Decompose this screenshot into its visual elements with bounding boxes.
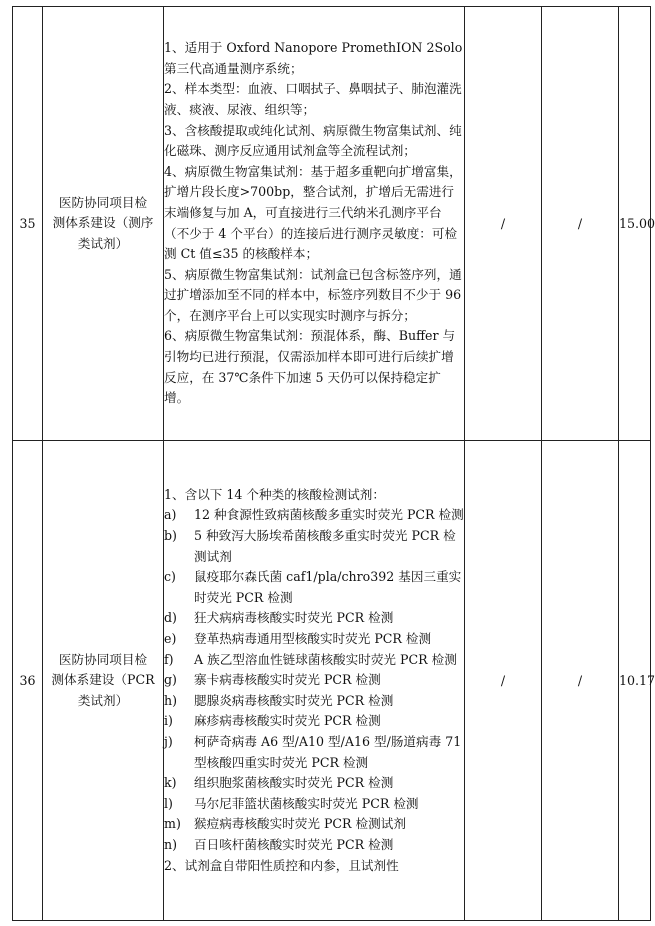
reagent-item-label: l) — [164, 795, 173, 811]
reagent-item-text: 马尔尼菲篮状菌核酸实时荧光 PCR 检测 — [194, 795, 419, 811]
reagent-item-label: f) — [164, 651, 174, 667]
reagent-item — [164, 814, 464, 835]
reagent-item-label: g) — [164, 672, 177, 688]
reagent-item-label: e) — [164, 631, 177, 647]
reagent-item-text: 登革热病毒通用型核酸实时荧光 PCR 检测 — [194, 631, 432, 647]
reagent-item — [164, 505, 464, 526]
item-name-line: 医防协同项目检 — [58, 651, 148, 667]
reagent-item — [164, 773, 464, 794]
reagent-item — [164, 650, 464, 671]
item-name — [43, 7, 164, 441]
row-number: 35 — [13, 7, 43, 441]
unit-price: 10.17 — [619, 441, 651, 921]
reagent-item-text: 12 种食源性致病菌核酸多重实时荧光 PCR 检测 — [194, 507, 464, 523]
procurement-spec-table — [12, 6, 655, 921]
reagent-item-text: 鼠疫耶尔森氏菌 caf1/pla/chro392 基因三重实时荧光 PCR 检测 — [194, 569, 462, 605]
reagent-item-text: 百日咳杆菌核酸实时荧光 PCR 检测 — [194, 836, 394, 852]
reagent-item-label: c) — [164, 569, 176, 585]
reagent-item — [164, 732, 464, 773]
reagent-item-label: d) — [164, 610, 177, 626]
requirement-paragraph: 5、病原微生物富集试剂：试剂盒已包含标签序列，通过扩增添加至不同的样本中，标签序列数目不少于 96 个，在测序平台上可以实现实时测序与拆分； — [164, 266, 462, 323]
requirement-intro: 1、含以下 14 个种类的核酸检测试剂： — [164, 486, 385, 502]
item-name-line: 测体系建设（PCR — [51, 672, 155, 688]
reagent-item-text: A 族乙型溶血性链球菌核酸实时荧光 PCR 检测 — [194, 651, 457, 667]
reagent-item-label: j) — [164, 733, 173, 749]
reagent-item-text: 狂犬病病毒核酸实时荧光 PCR 检测 — [194, 610, 394, 626]
row-number: 36 — [13, 441, 43, 921]
item-name-line: 医防协同项目检 — [58, 194, 148, 210]
table-row-35 — [13, 7, 651, 441]
reagent-item — [164, 691, 464, 712]
requirement-paragraph: 1、适用于 Oxford Nanopore PromethION 2Solo 第三代高通量测序系统； — [164, 40, 463, 76]
table-row-36 — [13, 441, 651, 921]
reagent-item — [164, 567, 464, 608]
reagent-item — [164, 608, 464, 629]
reagent-item-label: a) — [164, 507, 177, 523]
reagent-item — [164, 670, 464, 691]
reagent-item-label: k) — [164, 775, 177, 791]
reagent-item — [164, 629, 464, 650]
technical-requirements — [164, 441, 465, 921]
requirement-paragraph: 4、病原微生物富集试剂：基于超多重靶向扩增富集，扩增片段长度>700bp，整合试剂，扩增后无需进行末端修复与加 A，可直接进行三代纳米孔测序平台（不少于 4 个平台）的连接后进行测序灵敏度：可检测 Ct 值≤35 的核酸样本； — [164, 163, 462, 262]
item-name — [43, 441, 164, 921]
reagent-item-text: 腮腺炎病毒核酸实时荧光 PCR 检测 — [194, 692, 394, 708]
item-name-line: 测体系建设（测序 — [52, 215, 154, 231]
reagent-item-label: n) — [164, 836, 178, 852]
reagent-item — [164, 794, 464, 815]
reagent-item-label: h) — [164, 692, 178, 708]
item-name-line: 类试剂） — [77, 235, 129, 251]
column-a-value: / — [465, 441, 542, 921]
reagent-item — [164, 526, 464, 567]
reagent-item-text: 猴痘病毒核酸实时荧光 PCR 检测试剂 — [194, 816, 406, 832]
reagent-item-text: 5 种致泻大肠埃希菌核酸多重实时荧光 PCR 检测试剂 — [194, 528, 456, 564]
reagent-item — [164, 711, 464, 732]
column-b-value: / — [542, 7, 619, 441]
reagent-item-label: i) — [164, 713, 173, 729]
reagent-item-text: 组织胞浆菌核酸实时荧光 PCR 检测 — [194, 775, 394, 791]
requirement-paragraph: 3、含核酸提取或纯化试剂、病原微生物富集试剂、纯化磁珠、测序反应通用试剂盒等全流程试剂； — [164, 122, 462, 159]
reagent-item-label: b) — [164, 528, 177, 544]
requirement-continuation: 2、试剂盒自带阳性质控和内参，且试剂性 — [164, 857, 399, 873]
reagent-item-text: 寨卡病毒核酸实时荧光 PCR 检测 — [194, 672, 381, 688]
reagent-item-text: 麻疹病毒核酸实时荧光 PCR 检测 — [194, 713, 381, 729]
reagent-item-label: m) — [164, 816, 181, 832]
column-a-value: / — [465, 7, 542, 441]
unit-price: 15.00 — [619, 7, 651, 441]
requirement-paragraph: 6、病原微生物富集试剂：预混体系，酶、Buffer 与引物均已进行预混，仅需添加样本即可进行后续扩增反应，在 37℃条件下加速 5 天仍可以保持稳定扩增。 — [164, 328, 456, 406]
reagent-item-text: 柯萨奇病毒 A6 型/A10 型/A16 型/肠道病毒 71 型核酸四重实时荧光 PCR 检测 — [194, 733, 462, 770]
reagent-item — [164, 835, 464, 856]
technical-requirements — [164, 7, 465, 441]
item-name-line: 类试剂） — [77, 692, 129, 708]
requirement-paragraph: 2、样本类型：血液、口咽拭子、鼻咽拭子、肺泡灌洗液、痰液、尿液、组织等； — [164, 81, 462, 117]
column-b-value: / — [542, 441, 619, 921]
